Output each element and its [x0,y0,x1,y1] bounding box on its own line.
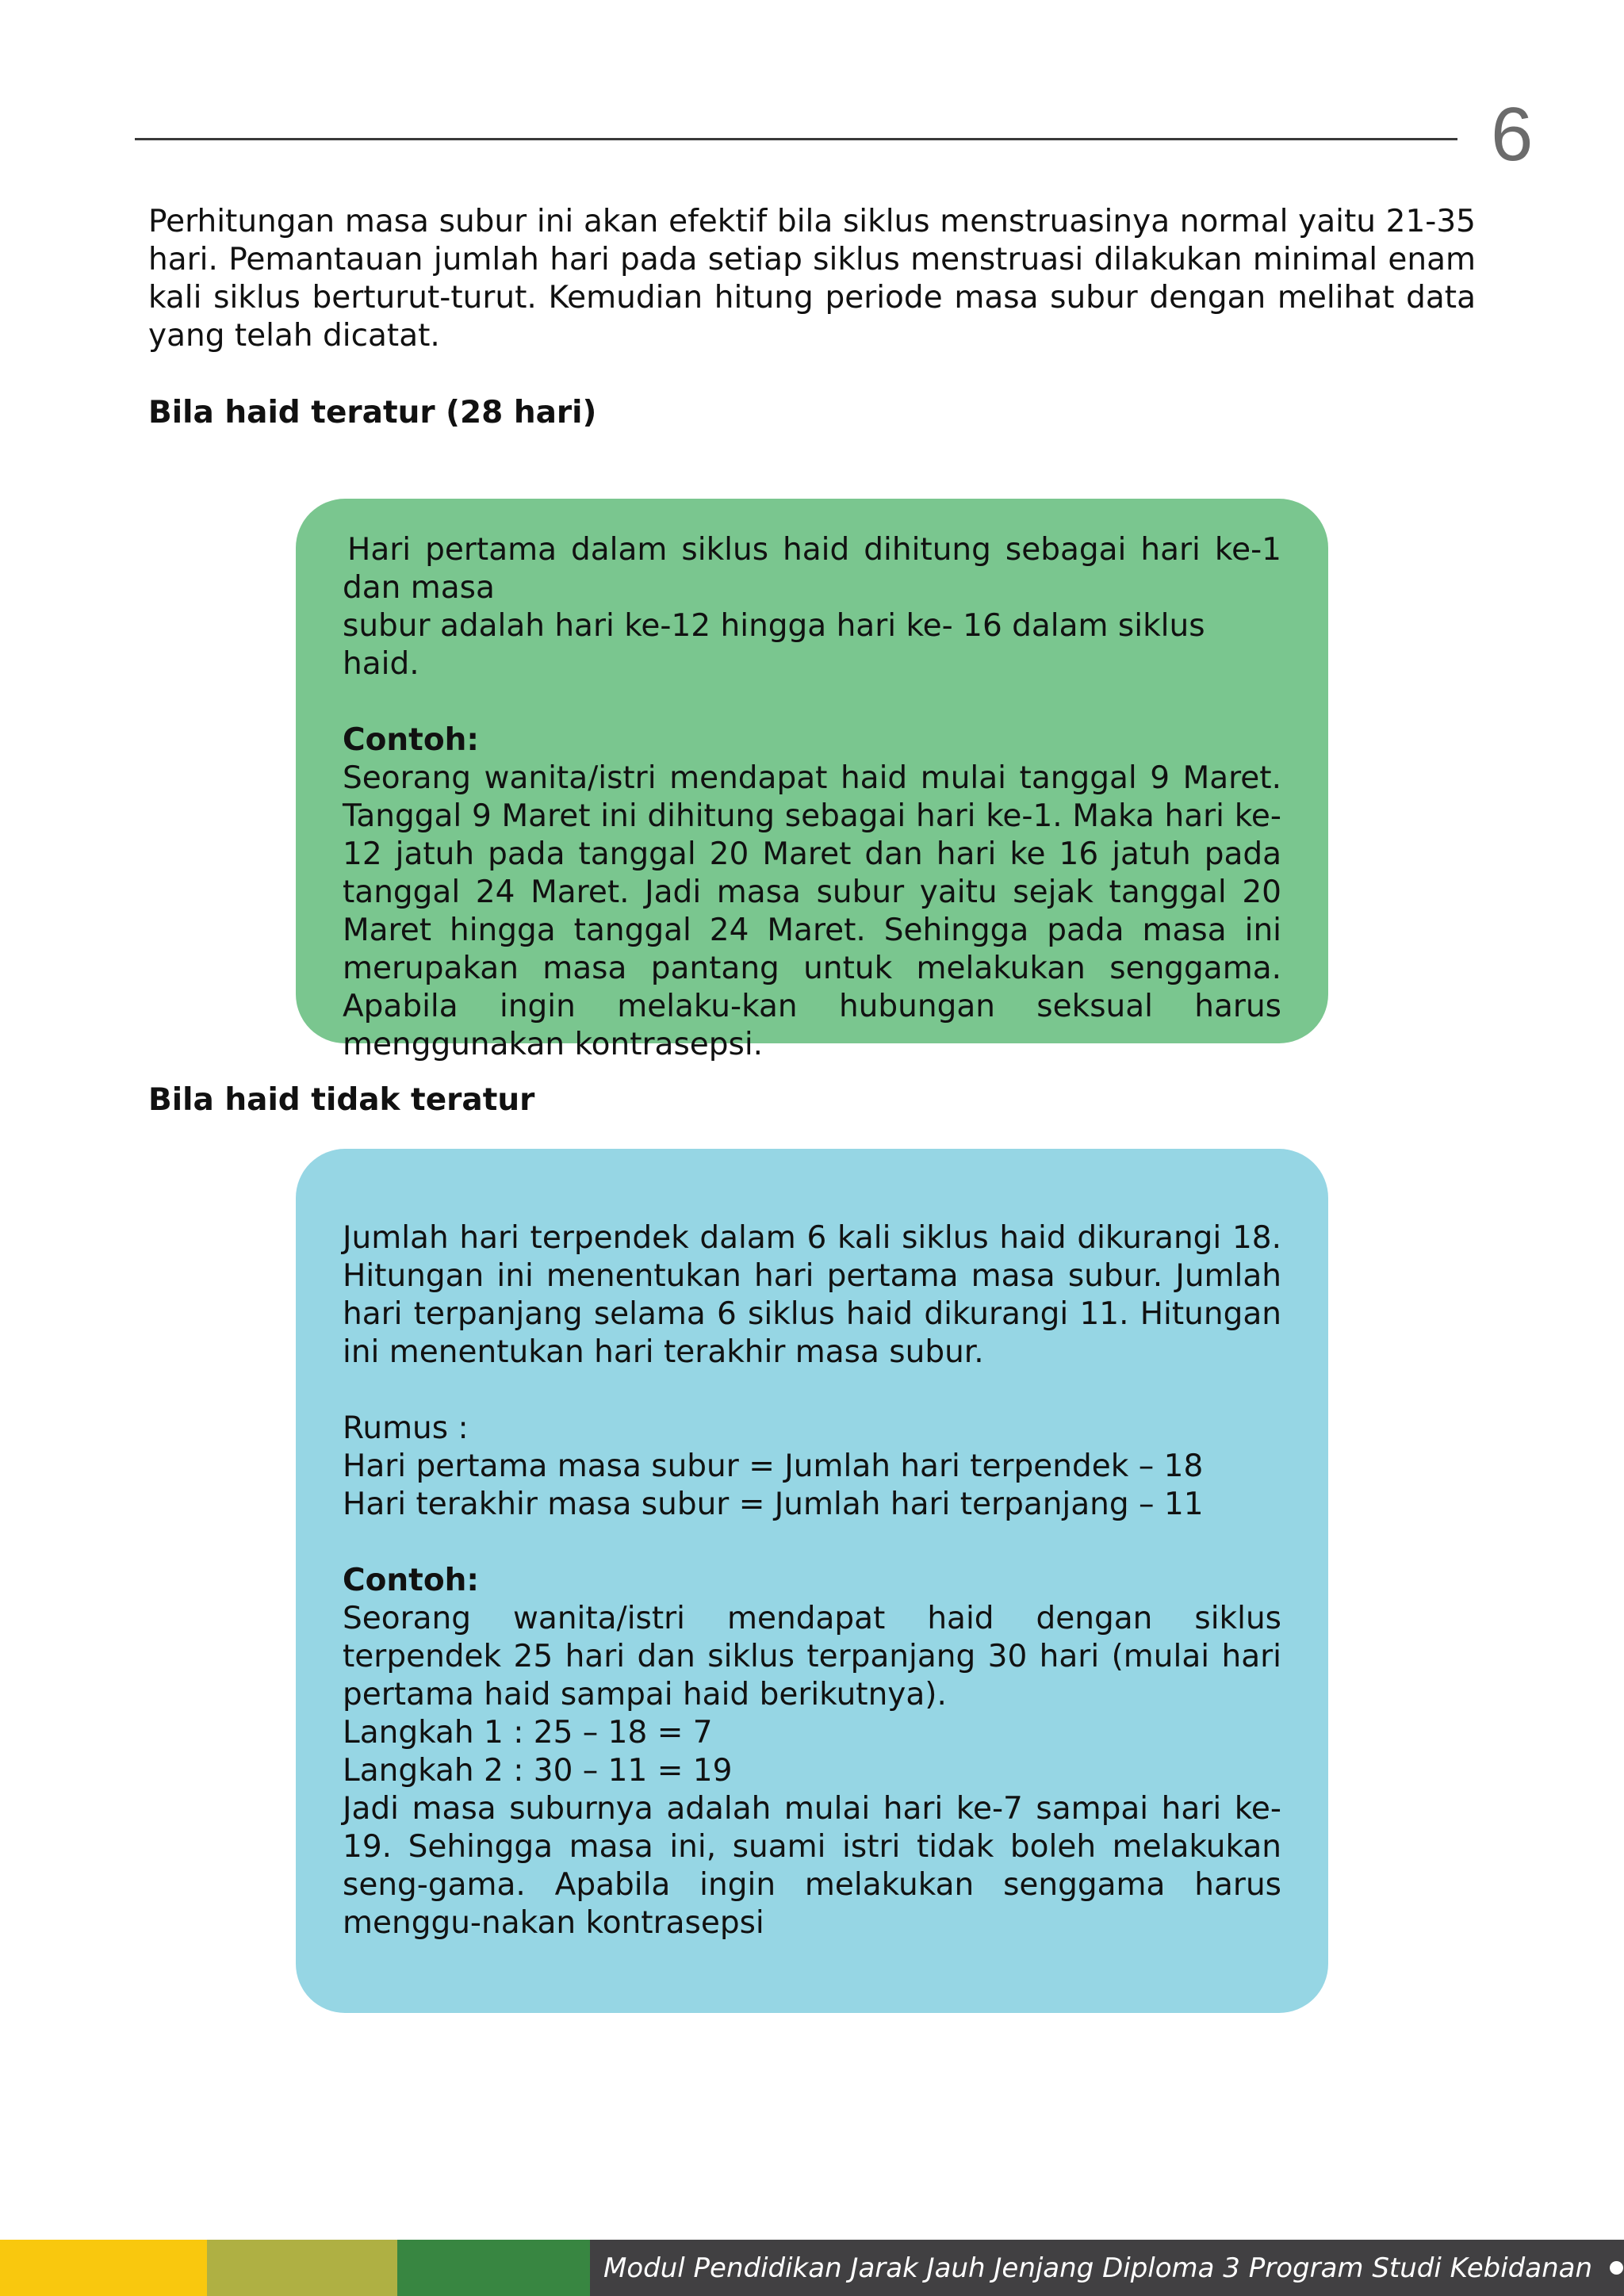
irregular-example-text: Seorang wanita/istri mendapat haid dengan siklus terpendek 25 hari dan siklus terpanjang 30 hari (mulai hari pertama haid sampai haid berikutnya). [343,1601,1281,1712]
footer-stripe-yellow [0,2240,207,2296]
footer-title-band [590,2240,1624,2296]
footer-bar [0,2240,1624,2296]
irregular-cycle-box [296,1149,1328,2013]
footer-dot-icon [1610,2261,1623,2275]
page-number: 6 [1491,92,1534,177]
regular-line-1: Hari pertama dalam siklus haid dihitung sebagai hari ke-1 [347,532,1281,568]
step-1: Langkah 1 : 25 – 18 = 7 [343,1715,713,1751]
irregular-conclusion: Jadi masa suburnya adalah mulai hari ke-7 sampai hari ke-19. Sehingga masa ini, suami istri tidak boleh melakukan seng-gama. Apabila ingin melakukan senggama harus menggu-nakan kontrasepsi [343,1791,1281,1941]
regular-cycle-box [296,499,1328,1062]
irregular-example-label: Contoh: [343,1563,479,1598]
heading-regular-cycle: Bila haid teratur (28 hari) [148,395,597,430]
regular-line-2: dan masa [343,570,495,606]
regular-example-text: Seorang wanita/istri mendapat haid mulai tanggal 9 Maret. Tanggal 9 Maret ini dihitung sebagai hari ke-1. Maka hari ke-12 jatuh pada tanggal 20 Maret dan hari ke 16 jatuh pada tanggal 24 Maret. Jadi masa subur yaitu sejak tanggal 20 Maret hingga tanggal 24 Maret. Sehingga pada masa ini merupakan masa pantang untuk melakukan senggama. Apabila ingin melaku-kan hubungan seksual harus menggunakan kontrasepsi. [343,760,1281,1062]
formula-last-day: Hari terakhir masa subur = Jumlah hari terpanjang – 11 [343,1487,1204,1522]
regular-example-label: Contoh: [343,722,479,758]
irregular-intro-text: Jumlah hari terpendek dalam 6 kali siklus haid dikurangi 18. Hitungan ini menentukan hari pertama masa subur. Jumlah hari terpanjang selama 6 siklus haid dikurangi 11. Hitungan ini menentukan hari terakhir masa subur. [343,1220,1281,1370]
footer-text: Modul Pendidikan Jarak Jauh Jenjang Diploma 3 Program Studi Kebidanan [603,2252,1593,2284]
heading-irregular-cycle: Bila haid tidak teratur [148,1082,535,1118]
regular-line-3: subur adalah hari ke-12 hingga hari ke- 16 dalam siklus haid. [343,608,1205,682]
header-rule [135,138,1457,140]
intro-paragraph: Perhitungan masa subur ini akan efektif bila siklus menstruasinya normal yaitu 21-35 hari. Pemantauan jumlah hari pada setiap siklus menstruasi dilakukan minimal enam kali siklus berturut-turut. Kemudian hitung periode masa subur dengan melihat data yang telah dicatat. [148,204,1476,354]
footer-stripe-green [397,2240,590,2296]
formula-label: Rumus : [343,1410,469,1446]
footer-stripe-olive [207,2240,397,2296]
formula-first-day: Hari pertama masa subur = Jumlah hari terpendek – 18 [343,1448,1204,1484]
step-2: Langkah 2 : 30 – 11 = 19 [343,1753,733,1789]
